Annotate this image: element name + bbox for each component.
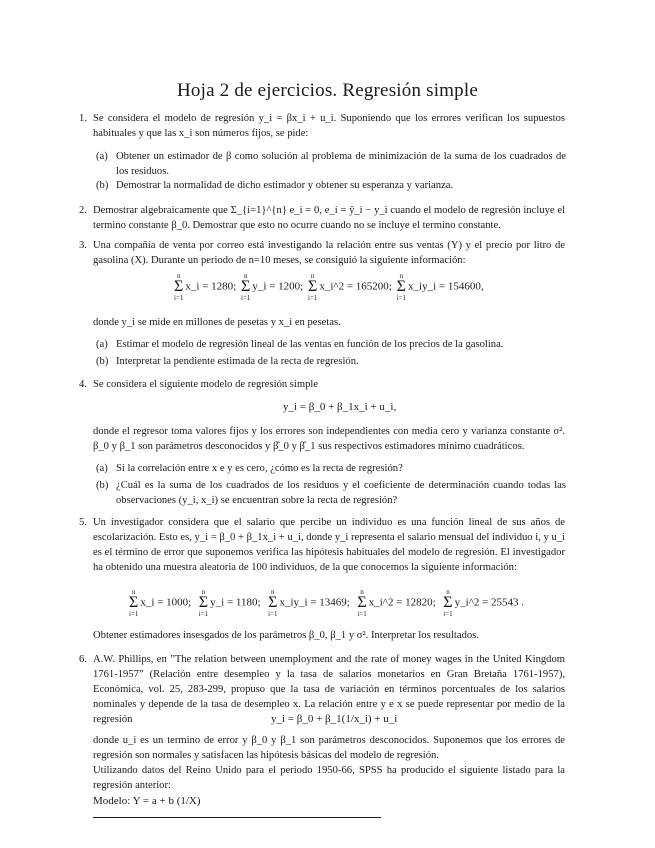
item-6-after: donde u_i es un termino de error y β_0 y β_1 son parámetros desconocidos. Suponemos que los errores de regresión son normales y satisfacen las hipótesis básicas del modelo de regresión. (93, 735, 565, 761)
item-3b-text: Interpretar la pendiente estimada de la recta de regresión. (116, 356, 359, 367)
item-number: 4. (79, 379, 87, 390)
sub-label: (a) (96, 463, 108, 474)
item-1a-text: Obtener un estimador de β como solución al problema de minimización de la suma de los cuadrados de los residuos. (116, 151, 566, 177)
formula-term: y_i = 1180; (210, 596, 261, 609)
sub-label: (b) (96, 180, 109, 191)
item-3a-text: Estimar el modelo de regresión lineal de las ventas en función de los precios de la gasolina. (116, 339, 504, 350)
item-5-text: Un investigador considera que el salario que percibe un individuo es una función lineal de sus años de escolarización. Esto es, y_i = β_0 + β_1x_i + u_i, donde y_i representa el salario mensual del individuo i, y u_i es el término de error que suponemos verifica las hipótesis habituales del modelo de regresión. El investigador ha obtenido una muestra aleatoria de 100 individuos, de la que conocemos la siguiente información: (93, 517, 565, 573)
item-6-text: A.W. Phillips, en ”The relation between unemployment and the rate of money wages in the United Kingdom 1761-1957” (Relación entre desempleo y la tasa de salarios monetarios en Gran Bretaña 1761-1957), Económica, vol. 25, 283-299, propuso que la tasa de variación en términos porcentuales de los salarios nominales y depende de la tasa de desempleo x. La relación entre y e x se puede representar por medio de la regresión (93, 654, 565, 725)
item-number: 3. (79, 240, 87, 251)
sum-symbol: n Σ i=1 (307, 272, 318, 302)
formula-item-5 (127, 588, 524, 618)
item-4-after: donde el regresor toma valores fijos y los errores son independientes con media cero y varianza constante σ². β_0 y β_1 son parámetros desconocidos y β̂_0 y β̂_1 sus respectivos estimadores mínimo cuadráticos. (93, 426, 565, 452)
formula-term: x_i = 1280; (185, 280, 237, 293)
item-4b-text: ¿Cuál es la suma de los cuadrados de los residuos y el coeficiente de determinación cuando todas las observaciones (y_i, x_i) se encuentran sobre la recta de regresión? (116, 480, 566, 506)
item-5-after: Obtener estimadores insesgados de los parámetros β_0, β_1 y σ². Interpretar los resultados. (93, 630, 479, 641)
item-3-text: Una compañía de venta por correo está investigando la relación entre sus ventas (Y) y el precio por litro de gasolina (X). Durante un periodo de n=10 meses, se consiguió la siguiente información: (93, 240, 565, 266)
item-number: 2. (79, 205, 87, 216)
sub-label: (b) (96, 480, 109, 491)
formula-item-6: y_i = β_0 + β_1(1/x_i) + u_i (271, 713, 398, 725)
sum-symbol: n Σ i=1 (443, 588, 453, 618)
sub-label: (b) (96, 356, 109, 367)
formula-term: x_iy_i = 13469; (279, 596, 350, 609)
sum-symbol: n Σ i=1 (240, 272, 251, 302)
item-6-model: Modelo: Y = a + b (1/X) (93, 795, 201, 807)
sub-label: (a) (96, 339, 108, 350)
item-1b-text: Demostrar la normalidad de dicho estimador y obtener su esperanza y varianza. (116, 180, 454, 191)
sum-symbol: n Σ i=1 (129, 588, 139, 618)
formula-term: x_iy_i = 154600, (408, 280, 484, 293)
sum-symbol: n Σ i=1 (268, 588, 278, 618)
sum-symbol: n Σ i=1 (174, 272, 184, 302)
item-2-text: Demostrar algebraicamente que Σ_{i=1}^{n} e_i = 0, e_i = ŷ_i − y_i cuando el modelo de regresión incluye el termino constante β_0. Demostrar que esto no ocurre cuando no se incluye el termino constante. (93, 205, 565, 231)
sum-symbol: n Σ i=1 (396, 272, 407, 302)
formula-term: y_i = 1200; (252, 280, 304, 293)
item-4-text: Se considera el siguiente modelo de regresión simple (93, 379, 319, 390)
formula-term: y_i^2 = 25543 . (454, 596, 525, 609)
formula-item-4: y_i = β_0 + β_1x_i + u_i, (283, 401, 397, 413)
formula-term: x_i^2 = 165200; (319, 280, 392, 293)
formula-item-3 (172, 272, 484, 302)
item-number: 6. (79, 654, 87, 665)
item-4a-text: Si la correlación entre x e y es cero, ¿cómo es la recta de regresión? (116, 463, 403, 474)
page-title: Hoja 2 de ejercicios. Regresión simple (177, 80, 478, 101)
footer-rule (93, 817, 381, 818)
item-1-text: Se considera el modelo de regresión y_i = βx_i + u_i. Suponiendo que los errores verifican los supuestos habituales y que las x_i son números fijos, se pide: (93, 113, 565, 139)
formula-term: x_i^2 = 12820; (368, 596, 436, 609)
sum-symbol: n Σ i=1 (357, 588, 367, 618)
formula-term: x_i = 1000; (140, 596, 192, 609)
item-number: 1. (79, 113, 87, 124)
item-3-after: donde y_i se mide en millones de pesetas y x_i en pesetas. (93, 317, 341, 328)
item-6-after2: Utilizando datos del Reino Unido para el periodo 1950-66, SPSS ha producido el siguiente listado para la regresión anterior: (93, 765, 565, 791)
item-number: 5. (79, 517, 87, 528)
sum-symbol: n Σ i=1 (198, 588, 209, 618)
sub-label: (a) (96, 151, 108, 162)
